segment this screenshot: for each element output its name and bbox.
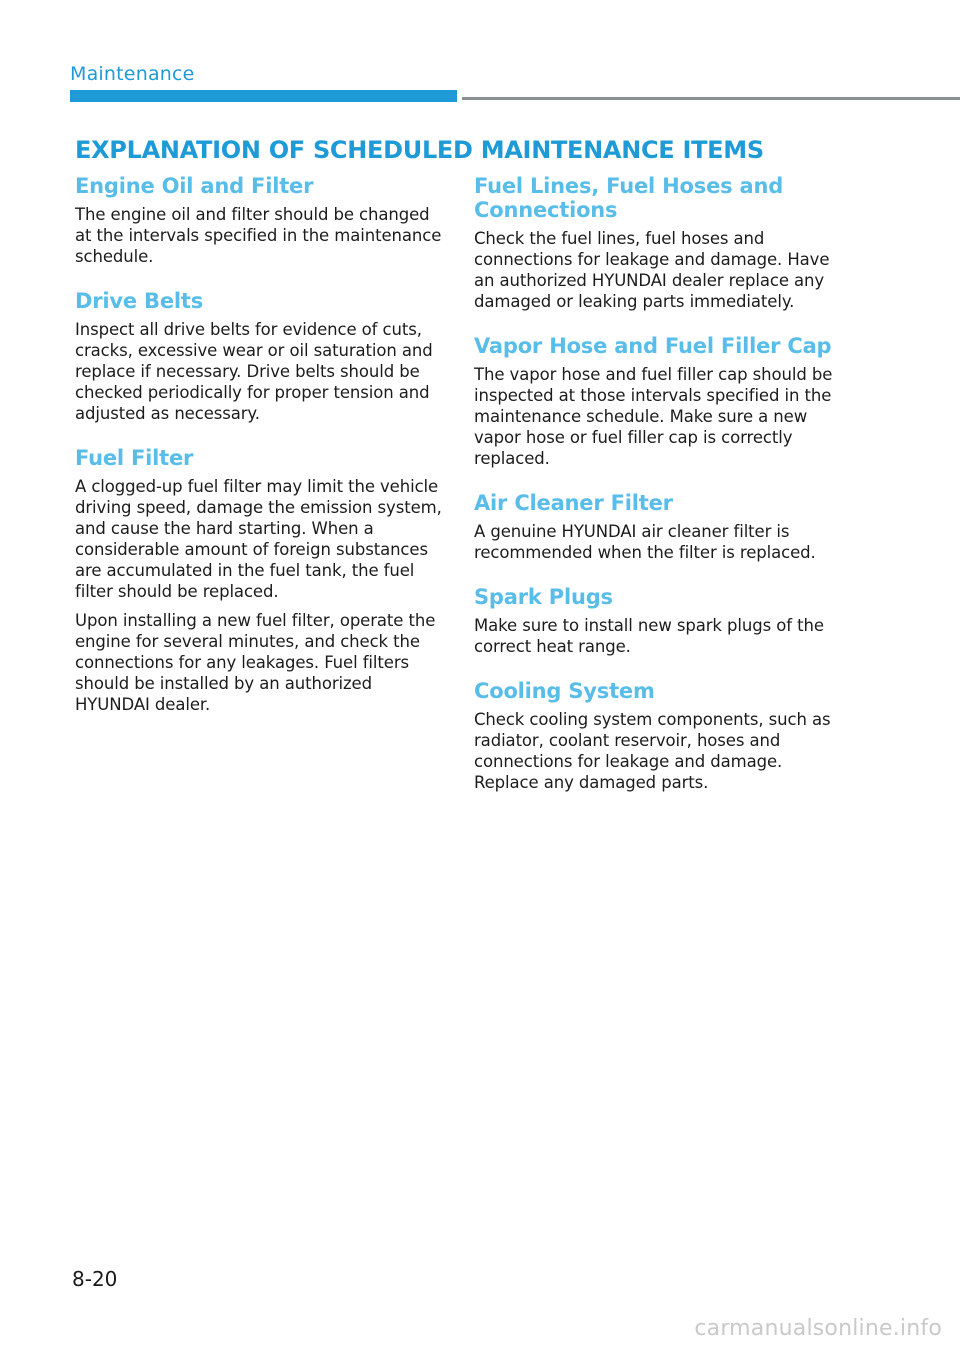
topic-paragraph: Check the fuel lines, fuel hoses and connections for leakage and damage. Have an authorized HYUNDAI dealer replace any damaged or leaking parts immediately. — [474, 229, 830, 311]
topic-heading: Spark Plugs — [474, 585, 613, 609]
topic-cooling-system — [474, 679, 849, 793]
topic-engine-oil — [75, 174, 445, 267]
section-title: EXPLANATION OF SCHEDULED MAINTENANCE ITEMS — [75, 136, 764, 164]
header-rule-blue — [70, 90, 457, 102]
topic-paragraph: Make sure to install new spark plugs of the correct heat range. — [474, 616, 824, 656]
topic-paragraph: Check cooling system components, such as radiator, coolant reservoir, hoses and connections for leakage and damage. Replace any damaged parts. — [474, 710, 831, 792]
left-column — [75, 174, 445, 737]
topic-heading: Cooling System — [474, 679, 655, 703]
topic-paragraph: A clogged-up fuel filter may limit the vehicle driving speed, damage the emission system, and cause the hard starting. When a considerable amount of foreign substances are accumulated in the fuel tank, the fuel filter should be replaced. — [75, 477, 442, 601]
topic-fuel-filter — [75, 446, 445, 715]
topic-heading: Fuel Filter — [75, 446, 194, 470]
topic-air-cleaner — [474, 491, 849, 563]
watermark: carmanualsonline.info — [694, 1316, 942, 1341]
page-number: 8-20 — [72, 1267, 118, 1291]
header-label: Maintenance — [70, 63, 195, 85]
right-column — [474, 174, 849, 815]
topic-heading: Vapor Hose and Fuel Filler Cap — [474, 334, 832, 358]
topic-paragraph: Upon installing a new fuel filter, operate the engine for several minutes, and check the connections for any leakages. Fuel filters should be installed by an authorized HYUNDAI dealer. — [75, 611, 436, 714]
header-rule-gray — [462, 97, 960, 100]
topic-fuel-lines — [474, 174, 849, 312]
topic-paragraph: A genuine HYUNDAI air cleaner filter is recommended when the filter is replaced. — [474, 522, 816, 562]
topic-drive-belts — [75, 289, 445, 424]
topic-paragraph: The vapor hose and fuel filler cap should be inspected at those intervals specified in the maintenance schedule. Make sure a new vapor hose or fuel filler cap is correctly replaced. — [474, 365, 833, 468]
topic-spark-plugs — [474, 585, 849, 657]
topic-heading: Fuel Lines, Fuel Hoses and Connections — [474, 174, 784, 222]
topic-vapor-hose — [474, 334, 849, 469]
topic-paragraph: Inspect all drive belts for evidence of cuts, cracks, excessive wear or oil saturation and replace if necessary. Drive belts should be checked periodically for proper tension and adjusted as necessary. — [75, 320, 433, 423]
topic-heading: Engine Oil and Filter — [75, 174, 314, 198]
topic-paragraph: The engine oil and filter should be changed at the intervals specified in the maintenance schedule. — [75, 205, 442, 266]
topic-heading: Drive Belts — [75, 289, 204, 313]
topic-heading: Air Cleaner Filter — [474, 491, 673, 515]
